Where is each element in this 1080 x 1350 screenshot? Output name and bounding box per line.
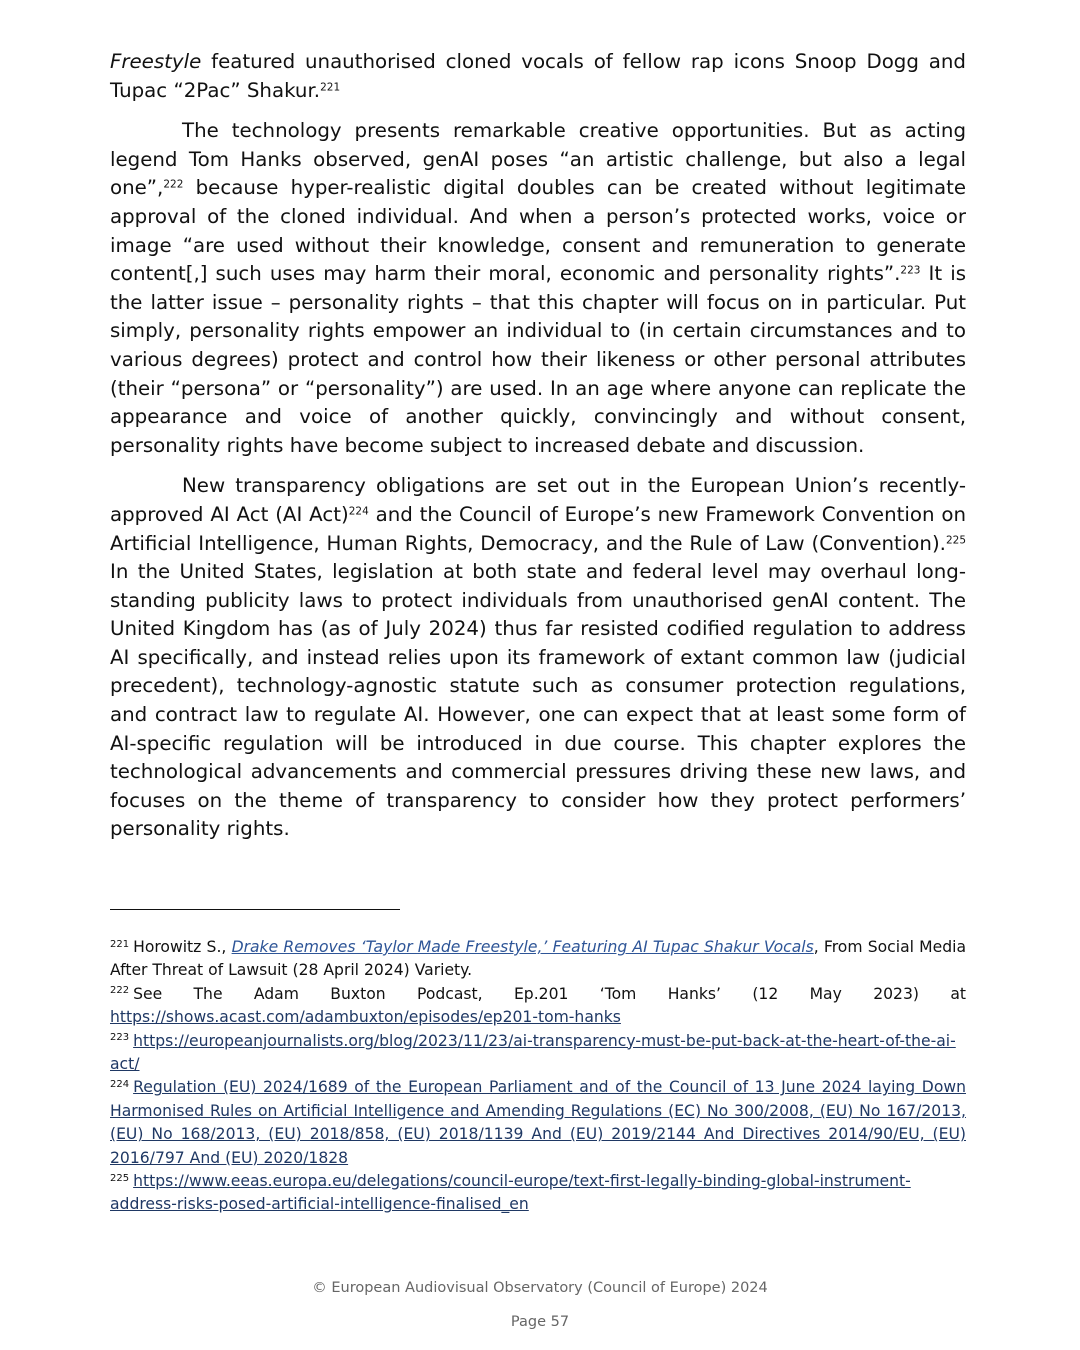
footnote-ref-223[interactable]: 223 xyxy=(900,264,921,277)
footnote-ref-225[interactable]: 225 xyxy=(945,534,966,547)
footnote-link[interactable]: https://www.eeas.europa.eu/delegations/council-europe/text-first-legally-binding-global-instrument-address-risks-posed-artificial-intelligence-finalised_en xyxy=(110,1172,911,1214)
footnote-224 xyxy=(110,1076,966,1170)
footnote-text: , From Social Media After Threat of Lawsuit (28 April 2024) Variety. xyxy=(110,938,967,980)
paragraph-3 xyxy=(110,472,966,844)
paragraph-text: featured unauthorised cloned vocals of fellow rap icons Snoop Dogg and Tupac “2Pac” Shakur. xyxy=(110,50,966,102)
footnote-ref-224[interactable]: 224 xyxy=(348,505,369,518)
paragraph-1 xyxy=(110,48,966,105)
footnote-225 xyxy=(110,1170,966,1217)
footnote-link[interactable]: Drake Removes ‘Taylor Made Freestyle,’ Featuring AI Tupac Shakur Vocals xyxy=(231,938,814,956)
footnote-number: 222 xyxy=(110,985,130,997)
paragraph-text: It is the latter issue – personality rights – that this chapter will focus on in particular. Put simply, personality rights empower an individual to (in certain circumstances and to various degrees) protect and control how their likeness or other personal attributes (their “persona” or “personality”) are used. In an age where anyone can replicate the appearance and voice of another quickly, convincingly and without consent, personality rights have become subject to increased debate and discussion. xyxy=(110,262,967,457)
paragraph-text: and the Council of Europe’s new Framework Convention on Artificial Intelligence, Human Rights, Democracy, and the Rule of Law (Convention). xyxy=(110,502,966,555)
footnotes xyxy=(110,936,966,1217)
footnote-221 xyxy=(110,936,966,983)
footnote-ref-222[interactable]: 222 xyxy=(163,179,184,192)
copyright-notice: © European Audiovisual Observatory (Council of Europe) 2024 xyxy=(312,1280,768,1296)
paragraph-text: In the United States, legislation at both state and federal level may overhaul long-standing publicity laws to protect individuals from unauthorised genAI content. The United Kingdom has (as of July 2024) thus far resisted codified regulation to address AI specifically, and instead relies upon its framework of extant common law (judicial precedent), technology-agnostic statute such as consumer protection regulations, and contract law to regulate AI. However, one can expect that at least some form of AI-specific regulation will be introduced in due course. This chapter explores the technological advancements and commercial pressures driving these new laws, and focuses on the theme of transparency to consider how they protect performers’ personality rights. xyxy=(110,560,966,841)
footnote-text: See The Adam Buxton Podcast, Ep.201 ‘Tom Hanks’ (12 May 2023) at xyxy=(133,984,966,1003)
paragraph-2 xyxy=(110,117,966,460)
footnote-222 xyxy=(110,983,966,1006)
footnote-separator xyxy=(110,909,400,910)
page-number: Page 57 xyxy=(510,1314,570,1330)
footnote-link[interactable]: https://shows.acast.com/adambuxton/episodes/ep201-tom-hanks xyxy=(110,1008,621,1027)
footnote-223 xyxy=(110,1030,966,1077)
footnote-link[interactable]: https://europeanjournalists.org/blog/2023/11/23/ai-transparency-must-be-put-back-at-the-heart-of-the-ai-act/ xyxy=(110,1031,956,1074)
footnote-link[interactable]: Regulation (EU) 2024/1689 of the European Parliament and of the Council of 13 June 2024 laying Down Harmonised Rules on Artificial Intelligence and Amending Regulations (EC) No 300/2008, (EU) No 167/2013, (EU) No 168/2013, (EU) 2018/858, (EU) 2018/1139 And (EU) 2019/2144 And Directives 2014/90/EU, (EU) 2016/797 And (EU) 2020/1828 xyxy=(110,1078,966,1167)
footnote-number: 225 xyxy=(110,1172,130,1184)
paragraph-text: The technology presents remarkable creative opportunities. But as acting legend Tom Hanks observed, genAI poses “an artistic challenge, but also a legal one”, xyxy=(110,119,966,200)
body-text xyxy=(110,48,966,856)
footnote-text: Horowitz S., xyxy=(133,938,232,956)
paragraph-text: because hyper-realistic digital doubles can be created without legitimate approval of the cloned individual. And when a person’s protected works, voice or image “are used without their knowledge, consent and remuneration to generate content[,] such uses may harm their moral, economic and personality rights”. xyxy=(110,176,966,286)
footnote-ref-221[interactable]: 221 xyxy=(320,81,341,94)
footnote-number: 224 xyxy=(110,1078,130,1090)
footnote-number: 223 xyxy=(110,1032,130,1044)
footnote-222-link-line xyxy=(110,1006,966,1029)
footnote-number: 221 xyxy=(110,938,130,950)
paragraph-text: New transparency obligations are set out in the European Union’s recently-approved AI Act (AI Act) xyxy=(110,474,966,526)
italic-title: Freestyle xyxy=(110,50,202,73)
